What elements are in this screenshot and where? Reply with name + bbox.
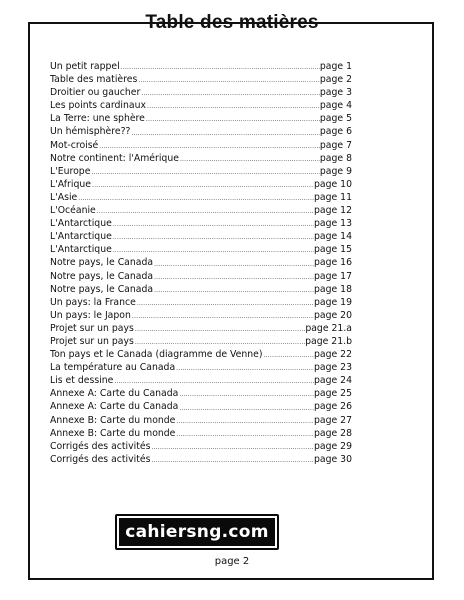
dot-leader (175, 414, 314, 427)
toc-entry (50, 139, 352, 152)
toc-entry-label: L'Antarctique (50, 218, 112, 230)
toc-entry-page: page 30 (313, 453, 352, 465)
toc-entry-label: Projet sur un pays (50, 335, 134, 347)
dot-leader (98, 139, 320, 152)
dot-leader (112, 217, 314, 230)
toc-entry-label: Notre pays, le Canada (50, 257, 154, 269)
toc-entry (50, 322, 352, 335)
dot-leader (178, 400, 314, 413)
toc-entry (50, 270, 352, 283)
dot-leader (146, 99, 320, 112)
toc-entry-label: L'Europe (50, 165, 91, 177)
dot-leader (120, 60, 320, 73)
toc-entry-label: Annexe A: Carte du Canada (50, 388, 179, 400)
toc-entry (50, 99, 352, 112)
toc-entry-label: Un pays: le Japon (50, 309, 131, 321)
dot-leader (112, 243, 314, 256)
toc-entry (50, 165, 352, 178)
brand-logo-box (115, 514, 279, 550)
toc-entry-page: page 5 (319, 113, 352, 125)
dot-leader (145, 112, 320, 125)
toc-entry-label: L'Antarctique (50, 231, 112, 243)
toc-entry-page: page 17 (313, 270, 352, 282)
dot-leader (136, 296, 314, 309)
toc-entry (50, 427, 352, 440)
toc-entry-label: Lis et dessine (50, 375, 114, 387)
toc-entry-page: page 9 (319, 165, 352, 177)
toc-entry (50, 296, 352, 309)
toc-entry (50, 335, 352, 348)
dot-leader (96, 204, 314, 217)
dot-leader (140, 86, 320, 99)
toc-entry-label: Annexe B: Carte du monde (50, 414, 176, 426)
toc-entry-label: Notre pays, le Canada (50, 283, 154, 295)
toc-entry-page: page 12 (313, 205, 352, 217)
brand-text: cahiersng.com (125, 522, 269, 542)
dot-leader (153, 270, 314, 283)
toc-entry-page: page 16 (313, 257, 352, 269)
toc-entry (50, 374, 352, 387)
dot-leader (150, 440, 314, 453)
dot-leader (153, 256, 314, 269)
toc-entry-page: page 13 (313, 218, 352, 230)
toc-entry (50, 453, 352, 466)
table-of-contents (50, 60, 352, 466)
toc-entry-label: Ton pays et le Canada (diagramme de Venne) (50, 349, 263, 361)
toc-entry-label: Table des matières (50, 74, 138, 86)
toc-entry (50, 230, 352, 243)
page-title: Table des matières (145, 12, 319, 33)
dot-leader (113, 374, 314, 387)
toc-entry-page: page 6 (319, 126, 352, 138)
toc-entry (50, 387, 352, 400)
toc-entry (50, 191, 352, 204)
toc-entry-page: page 27 (313, 414, 352, 426)
toc-entry-page: page 21.a (305, 322, 352, 334)
toc-entry-page: page 24 (313, 375, 352, 387)
toc-entry-label: L'Afrique (50, 178, 91, 190)
toc-entry-label: L'Océanie (50, 205, 96, 217)
dot-leader (175, 427, 314, 440)
toc-entry (50, 217, 352, 230)
toc-entry (50, 152, 352, 165)
toc-entry-label: La température au Canada (50, 362, 176, 374)
toc-entry (50, 243, 352, 256)
toc-entry-label: Un petit rappel (50, 61, 120, 72)
toc-entry-label: Corrigés des activités (50, 440, 151, 452)
toc-entry (50, 348, 352, 361)
dot-leader (90, 165, 319, 178)
toc-entry-page: page 8 (319, 152, 352, 164)
dot-leader (178, 387, 314, 400)
toc-entry-label: L'Asie (50, 191, 78, 203)
dot-leader (131, 309, 314, 322)
toc-entry (50, 440, 352, 453)
toc-entry-page: page 10 (313, 178, 352, 190)
toc-entry-label: Mot-croisé (50, 139, 99, 151)
dot-leader (150, 453, 314, 466)
toc-entry-page: page 4 (319, 100, 352, 112)
dot-leader (112, 230, 314, 243)
toc-entry (50, 73, 352, 86)
toc-entry-page: page 18 (313, 283, 352, 295)
toc-entry-label: Un pays: la France (50, 296, 136, 308)
toc-entry-label: Corrigés des activités (50, 453, 151, 465)
toc-entry-page: page 3 (319, 87, 352, 99)
toc-entry-label: Un hémisphère?? (50, 126, 131, 138)
toc-entry-label: Notre continent: l'Amérique (50, 152, 179, 164)
toc-entry-page: page 2 (319, 74, 352, 86)
dot-leader (91, 178, 314, 191)
toc-entry-label: Les points cardinaux (50, 100, 146, 112)
dot-leader (153, 283, 314, 296)
dot-leader (134, 335, 305, 348)
toc-entry (50, 204, 352, 217)
toc-entry-page: page 20 (313, 309, 352, 321)
toc-entry (50, 112, 352, 125)
dot-leader (77, 191, 314, 204)
toc-entry-page: page 21.b (305, 335, 352, 347)
toc-entry (50, 256, 352, 269)
toc-entry (50, 60, 352, 73)
toc-entry-page: page 7 (319, 139, 352, 151)
toc-entry-page: page 28 (313, 427, 352, 439)
dot-leader (130, 125, 319, 138)
toc-entry (50, 86, 352, 99)
toc-entry-page: page 26 (313, 401, 352, 413)
toc-entry (50, 309, 352, 322)
toc-entry-page: page 25 (313, 388, 352, 400)
toc-entry-page: page 22 (313, 349, 352, 361)
toc-entry-label: Notre pays, le Canada (50, 270, 154, 282)
page-number: page 2 (214, 556, 250, 567)
dot-leader (137, 73, 320, 86)
toc-entry-page: page 11 (313, 191, 352, 203)
toc-entry-page: page 1 (319, 61, 352, 72)
toc-entry-page: page 14 (313, 231, 352, 243)
dot-leader (175, 361, 314, 374)
toc-entry (50, 361, 352, 374)
dot-leader (134, 322, 305, 335)
toc-entry-page: page 23 (313, 362, 352, 374)
toc-entry-label: Annexe A: Carte du Canada (50, 401, 179, 413)
toc-entry (50, 283, 352, 296)
toc-entry-label: Annexe B: Carte du monde (50, 427, 176, 439)
toc-entry (50, 178, 352, 191)
dot-leader (263, 348, 314, 361)
toc-entry-label: L'Antarctique (50, 244, 112, 256)
toc-entry-page: page 15 (313, 244, 352, 256)
dot-leader (179, 152, 320, 165)
toc-entry (50, 400, 352, 413)
toc-entry-label: La Terre: une sphère (50, 113, 145, 125)
toc-entry-page: page 29 (313, 440, 352, 452)
toc-entry (50, 125, 352, 138)
toc-entry (50, 414, 352, 427)
toc-entry-label: Projet sur un pays (50, 322, 134, 334)
toc-entry-label: Droitier ou gaucher (50, 87, 141, 99)
toc-entry-page: page 19 (313, 296, 352, 308)
